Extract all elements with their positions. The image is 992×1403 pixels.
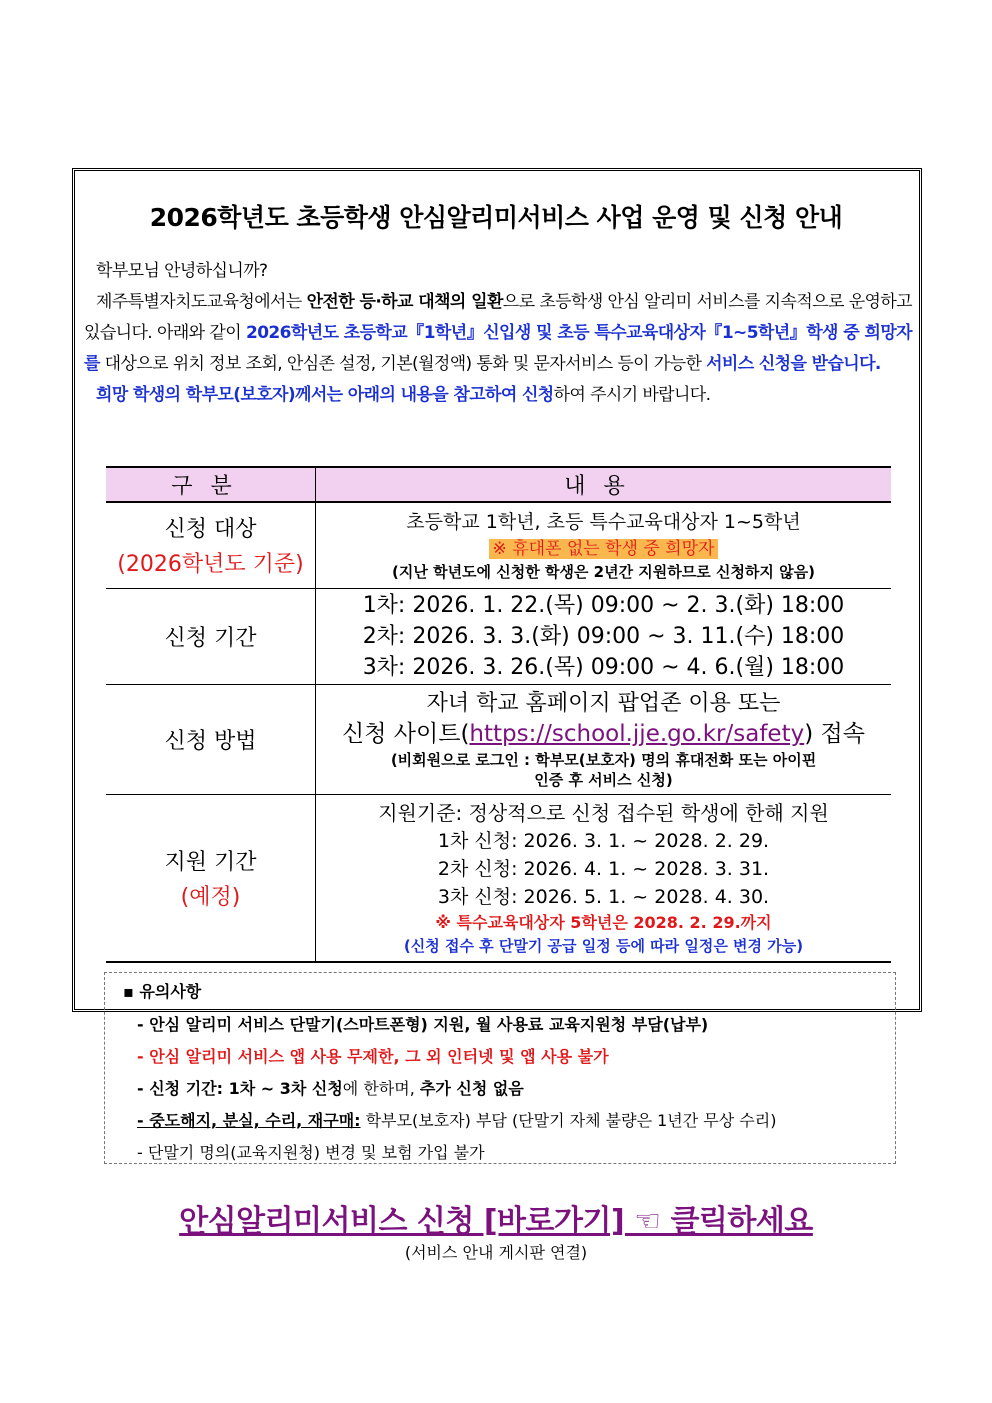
- greeting: 학부모님 안녕하십니까?: [96, 261, 268, 281]
- notes-title: ▪ 유의사항: [123, 982, 202, 1001]
- row-method: [106, 684, 891, 794]
- cta-container: [0, 1196, 992, 1240]
- target-key: 신청 대상 (2026학년도 기준): [106, 502, 316, 588]
- apply-link[interactable]: 안심알리미서비스 신청 [바로가기] ☜ 클릭하세요: [179, 1204, 813, 1239]
- list-item: - 단말기 명의(교육지원청) 변경 및 보험 가입 불가: [137, 1143, 485, 1162]
- list-item: - 안심 알리미 서비스 앱 사용 무제한, 그 외 인터넷 및 앱 사용 불가: [137, 1047, 609, 1066]
- intro-request: 희망 학생의 학부모(보호자)께서는 아래의 내용을 참고하여 신청하여 주시기 바랍니다.: [96, 385, 711, 405]
- notes-box: [104, 972, 896, 1164]
- target-highlight: ※ 휴대폰 없는 학생 중 희망자: [489, 539, 719, 559]
- table-header-row: [106, 467, 891, 502]
- period-key: 신청 기간: [106, 588, 316, 684]
- safety-site-link[interactable]: https://school.jje.go.kr/safety: [469, 721, 805, 747]
- period-content: 1차: 2026. 1. 22.(목) 09:00 ~ 2. 3.(화) 18:00 2차: 2026. 3. 3.(화) 09:00 ~ 3. 11.(수) 18:00 3차: 2026. 3. 26.(목) 09:00 ~ 4. 6.(월) 18:00: [316, 588, 892, 684]
- page-title: 2026학년도 초등학생 안심알리미서비스 사업 운영 및 신청 안내: [149, 203, 843, 232]
- list-item: - 신청 기간: 1차 ~ 3차 신청에 한하며, 추가 신청 없음: [137, 1079, 524, 1098]
- row-period: [106, 588, 891, 684]
- method-key: 신청 방법: [106, 684, 316, 794]
- list-item: - 안심 알리미 서비스 단말기(스마트폰형) 지원, 월 사용료 교육지원청 부담(납부): [137, 1015, 709, 1034]
- info-table: [106, 466, 891, 963]
- intro-text: [84, 256, 912, 411]
- header-category: 구분: [106, 467, 316, 502]
- intro-paragraph: 제주특별자치도교육청에서는 안전한 등·하교 대책의 일환으로 초등학생 안심 알리미 서비스를 지속적으로 운영하고 있습니다. 아래와 같이 2026학년도 초등학교『1학년』신입생 및 초등 특수교육대상자『1~5학년』학생 중 희망자를 대상으로 위치 정보 조회, 안심존 설정, 기본(월정액) 통화 및 문자서비스 등이 가능한 서비스 신청을 받습니다.: [84, 292, 912, 374]
- row-target: [106, 502, 891, 588]
- target-content: 초등학교 1학년, 초등 특수교육대상자 1~5학년 ※ 휴대폰 없는 학생 중 희망자 (지난 학년도에 신청한 학생은 2년간 지원하므로 신청하지 않음): [316, 502, 892, 588]
- support-key: 지원 기간 (예정): [106, 794, 316, 962]
- support-content: 지원기준: 정상적으로 신청 접수된 학생에 한해 지원 1차 신청: 2026. 3. 1. ~ 2028. 2. 29. 2차 신청: 2026. 4. 1. ~ 2028. 3. 31. 3차 신청: 2026. 5. 1. ~ 2028. 4. 30. ※ 특수교육대상자 5학년은 2028. 2. 29.까지 (신청 접수 후 단말기 공급 일정 등에 따라 일정은 변경 가능): [316, 794, 892, 962]
- cta-subtitle: (서비스 안내 게시판 연결): [404, 1243, 588, 1262]
- row-support: [106, 794, 891, 962]
- list-item: - 중도해지, 분실, 수리, 재구매: 학부모(보호자) 부담 (단말기 자체 불량은 1년간 무상 수리): [137, 1111, 777, 1130]
- method-content: 자녀 학교 홈페이지 팝업존 이용 또는 신청 사이트(https://school.jje.go.kr/safety) 접속 (비회원으로 로그인 : 학부모(보호자) 명의 휴대전화 또는 아이핀 인증 후 서비스 신청): [316, 684, 892, 794]
- header-content: 내용: [316, 467, 892, 502]
